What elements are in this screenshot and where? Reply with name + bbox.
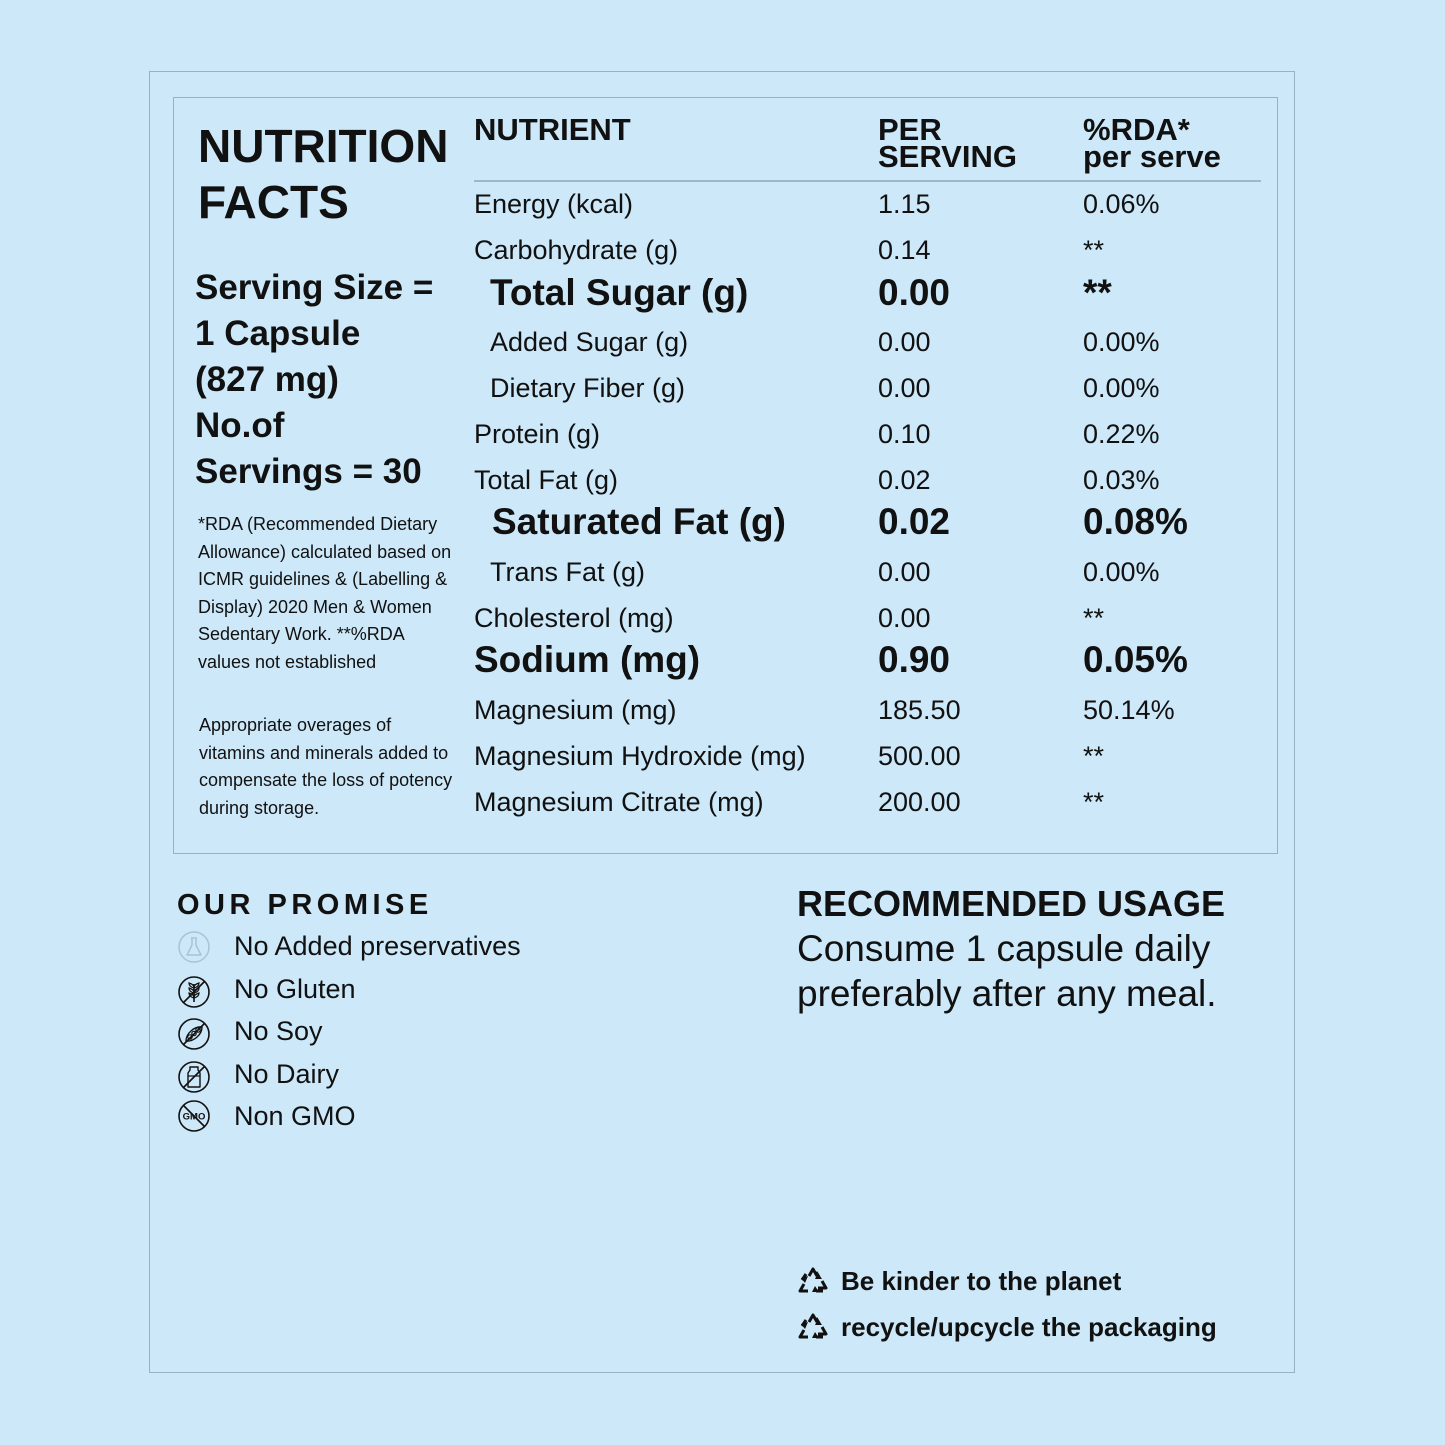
- nutrient-name: Protein (g): [474, 419, 601, 449]
- nutrient-name: Magnesium Citrate (mg): [474, 787, 764, 817]
- nutrient-name: Saturated Fat (g): [492, 501, 786, 542]
- header-nutrient: NUTRIENT: [474, 112, 631, 147]
- no-dairy-icon: [177, 1060, 211, 1094]
- nutrient-rda: 0.22%: [1083, 419, 1160, 449]
- no-soy-icon: [177, 1017, 211, 1051]
- promise-heading: OUR PROMISE: [177, 889, 433, 921]
- nutrient-rda: 0.00%: [1083, 373, 1160, 403]
- nutrient-value: 0.00: [878, 327, 931, 357]
- usage-text: Consume 1 capsule daily preferably after any meal.: [797, 928, 1217, 1014]
- header-rda-2: per serve: [1083, 139, 1221, 174]
- nutrient-value: 0.14: [878, 235, 931, 265]
- nutrient-name: Sodium (mg): [474, 639, 701, 680]
- nutrient-name: Trans Fat (g): [490, 557, 646, 587]
- nutrient-rda: 0.03%: [1083, 465, 1160, 495]
- non-gmo-icon: [177, 1099, 211, 1133]
- nutrient-name: Cholesterol (mg): [474, 603, 674, 633]
- promise-item-label: No Gluten: [234, 974, 356, 1004]
- nutrient-rda: 0.05%: [1083, 639, 1188, 680]
- promise-item-label: No Added preservatives: [234, 931, 521, 961]
- overage-note: Appropriate overages of vitamins and minerals added to compensate the loss of potency during storage.: [199, 715, 453, 818]
- serving-line: 1 Capsule: [195, 314, 361, 353]
- promise-item-label: Non GMO: [234, 1101, 356, 1131]
- nutrient-value: 185.50: [878, 695, 961, 725]
- serving-line: Serving Size =: [195, 268, 434, 307]
- nutrient-rda: **: [1083, 272, 1112, 313]
- nutrient-rda: 0.00%: [1083, 327, 1160, 357]
- nutrient-rda: **: [1083, 235, 1105, 265]
- recycle-icon: [796, 1265, 830, 1299]
- nutrient-value: 0.02: [878, 465, 931, 495]
- nutrient-rda: 0.00%: [1083, 557, 1160, 587]
- nutrient-value: 500.00: [878, 741, 961, 771]
- nutrient-value: 0.00: [878, 272, 951, 313]
- serving-line: No.of: [195, 406, 285, 445]
- eco-line2: recycle/upcycle the packaging: [841, 1312, 1217, 1342]
- flask-icon: [177, 930, 211, 964]
- nutrient-value: 0.00: [878, 373, 931, 403]
- nutrient-rda: 0.06%: [1083, 189, 1160, 219]
- nutrient-value: 0.90: [878, 639, 951, 680]
- header-per-serving-2: SERVING: [878, 139, 1017, 174]
- serving-line: (827 mg): [195, 360, 339, 399]
- nutrient-value: 200.00: [878, 787, 961, 817]
- nutrient-rda: **: [1083, 603, 1105, 633]
- header-rda-1: %RDA*: [1083, 112, 1190, 147]
- nutrient-rda: 50.14%: [1083, 695, 1175, 725]
- nutrient-value: 0.00: [878, 557, 931, 587]
- nutrient-name: Total Fat (g): [474, 465, 619, 495]
- serving-line: Servings = 30: [195, 452, 422, 491]
- nutrient-name: Carbohydrate (g): [474, 235, 679, 265]
- usage-heading: RECOMMENDED USAGE: [797, 883, 1226, 924]
- nutrient-name: Total Sugar (g): [490, 272, 749, 313]
- nutrient-name: Magnesium (mg): [474, 695, 677, 725]
- nutrient-name: Magnesium Hydroxide (mg): [474, 741, 806, 771]
- nutrient-name: Added Sugar (g): [490, 327, 689, 357]
- nutrient-value: 0.10: [878, 419, 931, 449]
- nutrient-value: 1.15: [878, 189, 931, 219]
- promise-item-label: No Dairy: [234, 1059, 340, 1089]
- nutrition-title-line1: NUTRITION: [198, 120, 449, 172]
- eco-line1: Be kinder to the planet: [841, 1266, 1122, 1296]
- nutrient-value: 0.02: [878, 501, 951, 542]
- nutrient-rda: **: [1083, 787, 1105, 817]
- nutrient-rda: 0.08%: [1083, 501, 1188, 542]
- recycle-icon: [796, 1311, 830, 1345]
- nutrient-name: Energy (kcal): [474, 189, 634, 219]
- promise-item-label: No Soy: [234, 1016, 323, 1046]
- nutrient-value: 0.00: [878, 603, 931, 633]
- nutrient-rda: **: [1083, 741, 1105, 771]
- nutrient-name: Dietary Fiber (g): [490, 373, 686, 403]
- no-gluten-icon: [177, 975, 211, 1009]
- header-per-serving-1: PER: [878, 112, 942, 147]
- header-divider: [474, 180, 1261, 182]
- gmo-badge-text: GMO: [182, 1111, 206, 1123]
- rda-footnote: *RDA (Recommended Dietary Allowance) calculated based on ICMR guidelines & (Labelling & Display) 2020 Men & Women Sedentary Work. **%RDA values not established: [198, 514, 452, 672]
- nutrition-title-line2: FACTS: [198, 176, 349, 228]
